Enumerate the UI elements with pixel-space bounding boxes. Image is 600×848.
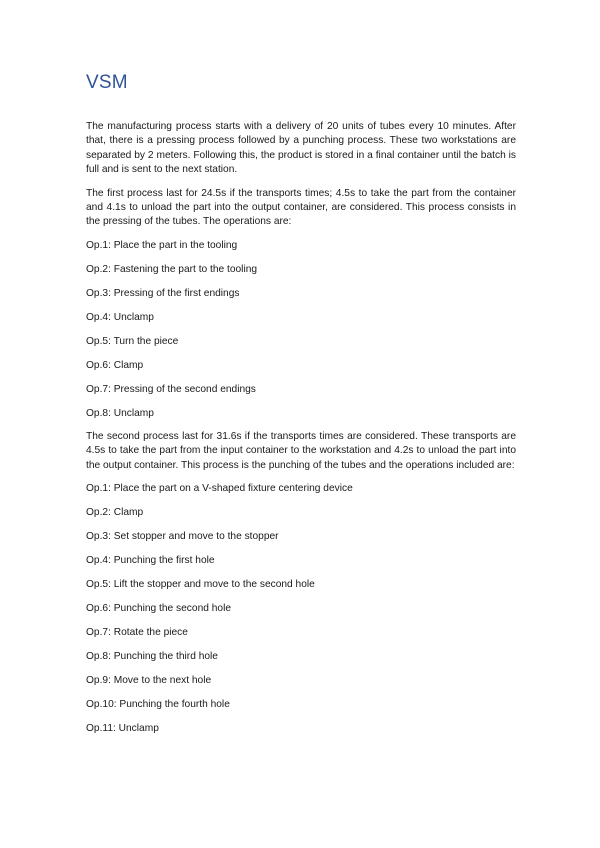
process2-operation: Op.9: Move to the next hole	[86, 675, 212, 687]
process2-operation: Op.2: Clamp	[86, 507, 144, 519]
intro-paragraph: The manufacturing process starts with a delivery of 20 units of tubes every 10 minutes. After that, there is a pressing process followed by a punching process. These two workstations are separated by 2 meters. Following this, the product is stored in a final container until the batch is full and is sent to the next station.	[86, 121, 516, 176]
process1-operation: Op.8: Unclamp	[86, 407, 154, 419]
process1-description: The first process last for 24.5s if the transports times; 4.5s to take the part from the container and 4.1s to unload the part into the output container, are considered. This process consists in the pressing of the tubes. The operations are:	[86, 187, 516, 228]
process2-operation: Op.5: Lift the stopper and move to the second hole	[86, 579, 315, 591]
process1-operation: Op.3: Pressing of the first endings	[86, 287, 240, 299]
process2-description: The second process last for 31.6s if the transports times are considered. These transports are 4.5s to take the part from the input container to the workstation and 4.2s to unload the part into the output container. This process is the punching of the tubes and the operations included are:	[86, 430, 516, 471]
process1-operation: Op.7: Pressing of the second endings	[86, 383, 256, 395]
document-body	[86, 120, 516, 746]
process1-operations-list	[86, 239, 516, 431]
process2-operation: Op.11: Unclamp	[86, 723, 159, 735]
process2-operation: Op.3: Set stopper and move to the stopper	[86, 531, 279, 543]
process2-operation: Op.1: Place the part on a V-shaped fixture centering device	[86, 483, 353, 495]
process1-operation: Op.5: Turn the piece	[86, 335, 179, 347]
process2-operation: Op.8: Punching the third hole	[86, 651, 218, 663]
process1-operation: Op.6: Clamp	[86, 359, 144, 371]
process2-operation: Op.10: Punching the fourth hole	[86, 699, 230, 711]
process1-operation: Op.4: Unclamp	[86, 311, 154, 323]
process2-operations-list	[86, 482, 516, 746]
process2-operation: Op.4: Punching the first hole	[86, 555, 215, 567]
process2-operation: Op.6: Punching the second hole	[86, 603, 231, 615]
process1-operation: Op.2: Fastening the part to the tooling	[86, 263, 258, 275]
process2-operation: Op.7: Rotate the piece	[86, 627, 188, 639]
document-title: VSM	[86, 72, 128, 93]
process1-operation: Op.1: Place the part in the tooling	[86, 239, 238, 251]
